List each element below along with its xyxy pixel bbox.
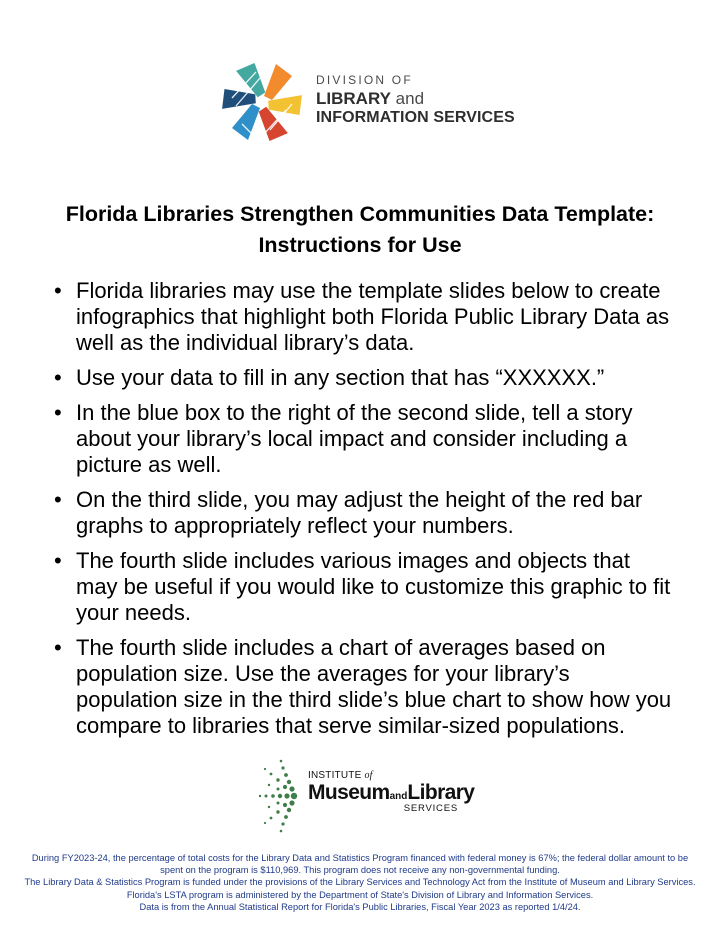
list-item-text: In the blue box to the right of the second slide, tell a story about your library’s local impact and consider including a picture as well. — [76, 400, 633, 477]
division-logo-wordmark — [316, 74, 515, 126]
list-item — [54, 278, 674, 356]
title-line-1: Florida Libraries Strengthen Communities Data Template: — [65, 202, 655, 226]
bullet-icon: • — [54, 278, 62, 303]
logo-information-services: INFORMATION SERVICES — [316, 109, 515, 126]
imls-and: and — [389, 791, 408, 802]
page-title — [20, 199, 700, 261]
imls-wordmark — [308, 771, 474, 814]
list-item — [54, 548, 674, 626]
imls-institute-of — [308, 771, 474, 781]
pinwheel-logo-icon — [218, 58, 306, 146]
list-item — [54, 487, 674, 539]
imls-library: Library — [407, 781, 475, 804]
funding-disclaimer-footer — [8, 852, 712, 913]
bullet-icon: • — [54, 635, 62, 660]
list-item-text: The fourth slide includes a chart of averages based on population size. Use the averages for your library’s population size in the third slide’s blue chart to show how you compare to libraries that serve similar-sized populations. — [76, 635, 672, 738]
list-item-text: On the third slide, you may adjust the height of the red bar graphs to appropriately reflect your numbers. — [76, 487, 643, 538]
list-item — [54, 635, 674, 739]
bullet-icon: • — [54, 365, 62, 390]
title-line-2: Instructions for Use — [258, 233, 462, 257]
list-item-text: Florida libraries may use the template slides below to create infographics that highlight both Florida Public Library Data as well as the individual library’s data. — [76, 278, 670, 355]
instructions-list — [54, 278, 674, 748]
logo-division-of: DIVISION OF — [316, 73, 413, 87]
footer-line-3: The Library Data & Statistics Program is funded under the provisions of the Library Services and Technology Act from the Institute of Museum and Library Services. — [24, 877, 696, 888]
imls-services: SERVICES — [403, 803, 458, 814]
bullet-icon: • — [54, 548, 62, 573]
imls-museum: Museum — [308, 781, 390, 804]
logo-and: and — [395, 89, 425, 108]
imls-museum-library — [308, 782, 474, 803]
list-item — [54, 400, 674, 478]
list-item-text: Use your data to fill in any section that has “XXXXXX.” — [76, 365, 605, 390]
bullet-icon: • — [54, 487, 62, 512]
dot-starburst-icon — [256, 757, 304, 835]
footer-line-5: Data is from the Annual Statistical Report for Florida's Public Libraries, Fiscal Year 2023 as reported 1/4/24. — [139, 901, 581, 912]
division-of-library-logo — [218, 58, 538, 148]
footer-line-4: Florida's LSTA program is administered by the Department of State's Division of Library and Information Services. — [126, 889, 594, 900]
imls-institute: INSTITUTE — [308, 770, 362, 781]
logo-library-and — [316, 90, 515, 107]
footer-line-1: During FY2023-24, the percentage of total costs for the Library Data and Statistics Program financed with federal money is 67%; the federal dollar amount to be — [31, 853, 689, 863]
imls-of: of — [364, 770, 373, 781]
bullet-icon: • — [54, 400, 62, 425]
list-item-text: The fourth slide includes various images and objects that may be useful if you would like to customize this graphic to fit your needs. — [76, 548, 671, 625]
footer-line-2: spent on the program is $110,969. This program does not receive any non-governmental funding. — [160, 865, 560, 876]
imls-logo — [256, 757, 475, 835]
logo-library: LIBRARY — [316, 89, 391, 108]
list-item — [54, 365, 674, 391]
